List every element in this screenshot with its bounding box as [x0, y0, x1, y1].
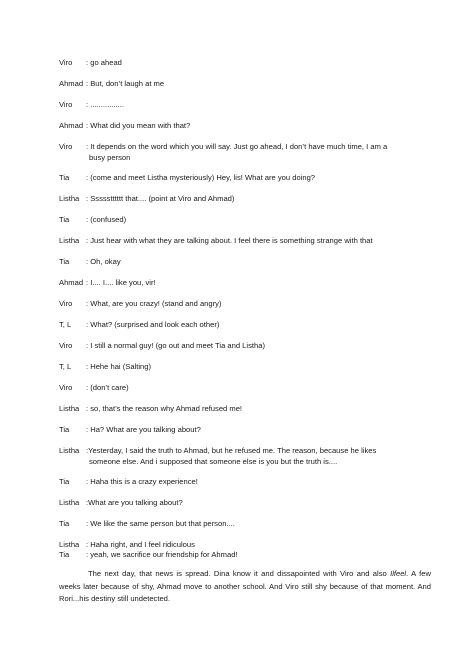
dialogue-line: [59, 78, 431, 89]
speaker-name: Ahmad: [59, 278, 84, 287]
dialogue-text: : Haha right, and I feel ridiculous: [86, 540, 195, 549]
speaker-name: Tia: [59, 173, 70, 182]
dialogue-line: [59, 57, 431, 68]
speaker-name: Tia: [59, 215, 70, 224]
dialogue-text: : Hehe hai (Salting): [86, 362, 152, 371]
dialogue-text: : (come and meet Listha mysteriously) Hey, lis! What are you doing?: [86, 173, 316, 182]
speaker-name: Listha: [59, 446, 80, 455]
dialogue-text: : What? (surprised and look each other): [86, 320, 220, 329]
speaker-name: Viro: [59, 383, 73, 392]
narrative-text: . A few weeks later because of shy, Ahmad move to another school. And Viro still shy because of that moment. And Rori...his destiny still undetected.: [59, 569, 431, 603]
speaker-name: Tia: [59, 477, 70, 486]
speaker-name: Listha: [59, 498, 80, 507]
dialogue-line: [59, 403, 431, 414]
dialogue-line: [59, 382, 431, 393]
dialogue-text: : Oh, okay: [86, 257, 121, 266]
dialogue-line: [59, 277, 431, 288]
dialogue-line: [59, 141, 431, 152]
dialogue-line: [59, 518, 431, 529]
dialogue-text: : Ha? What are you talking about?: [86, 425, 201, 434]
dialogue-line: [59, 298, 431, 309]
speaker-name: Viro: [59, 142, 73, 151]
speaker-name: Listha: [59, 404, 80, 413]
dialogue-text: : I.... I.... like you, vir!: [86, 278, 156, 287]
speaker-name: T, L: [59, 362, 72, 371]
dialogue-text: : so, that’s the reason why Ahmad refused me!: [86, 404, 243, 413]
dialogue-line: [59, 424, 431, 435]
narrative-text: The next day, that news is spread. Dina know it and dissapointed with Viro and also: [88, 569, 391, 578]
dialogue-text: : Ssssstttttt that.... (point at Viro and Ahmad): [86, 194, 235, 203]
dialogue-line: [59, 120, 431, 131]
dialogue-text: : We like the same person but that person....: [86, 519, 235, 528]
dialogue-line: [59, 99, 431, 110]
dialogue-line: [59, 172, 431, 183]
dialogue-line: [59, 445, 431, 456]
speaker-name: Viro: [59, 341, 73, 350]
speaker-name: Tia: [59, 257, 70, 266]
dialogue-text: : What did you mean with that?: [86, 121, 191, 130]
speaker-name: Listha: [59, 194, 80, 203]
speaker-name: Listha: [59, 236, 80, 245]
dialogue-line: [59, 319, 431, 330]
dialogue-line: [59, 214, 431, 225]
narrative-italic-name: Ilfeel: [390, 569, 407, 578]
dialogue-line: [59, 193, 431, 204]
dialogue-line: [59, 497, 431, 508]
dialogue-continuation: someone else. And i supposed that someone else is you but the truth is....: [89, 457, 338, 466]
dialogue-text: :What are you talking about?: [86, 498, 183, 507]
dialogue-line: [59, 476, 431, 487]
dialogue-line: [59, 256, 431, 267]
narrative-paragraph: [59, 568, 431, 606]
speaker-name: Viro: [59, 58, 73, 67]
dialogue-text: : ................: [86, 100, 124, 109]
dialogue-text: : I still a normal guy! (go out and meet Tia and Listha): [86, 341, 265, 350]
speaker-name: Ahmad: [59, 121, 84, 130]
dialogue-text: :Yesterday, I said the truth to Ahmad, but he refused me. The reason, because he likes: [86, 446, 377, 455]
speaker-name: Ahmad: [59, 79, 84, 88]
dialogue-text: : (confused): [86, 215, 127, 224]
dialogue-line: [59, 549, 431, 560]
dialogue-text: : But, don’t laugh at me: [86, 79, 165, 88]
dialogue-line: [59, 235, 431, 246]
dialogue-continuation: busy person: [89, 153, 131, 162]
speaker-name: Tia: [59, 425, 70, 434]
speaker-name: Viro: [59, 299, 73, 308]
speaker-name: T, L: [59, 320, 72, 329]
dialogue-text: : Haha this is a crazy experience!: [86, 477, 198, 486]
speaker-name: Tia: [59, 550, 70, 559]
dialogue-line: [59, 361, 431, 372]
dialogue-text: : go ahead: [86, 58, 122, 67]
dialogue-text: : (don’t care): [86, 383, 129, 392]
dialogue-text: : It depends on the word which you will say. Just go ahead, I don’t have much time, I am a: [86, 142, 388, 151]
dialogue-text: : What, are you crazy! (stand and angry): [86, 299, 222, 308]
dialogue-text: : Just hear with what they are talking about. I feel there is something strange with that: [86, 236, 373, 245]
speaker-name: Tia: [59, 519, 70, 528]
dialogue-line: [59, 340, 431, 351]
dialogue-text: : yeah, we sacrifice our friendship for Ahmad!: [86, 550, 238, 559]
speaker-name: Listha: [59, 540, 80, 549]
speaker-name: Viro: [59, 100, 73, 109]
